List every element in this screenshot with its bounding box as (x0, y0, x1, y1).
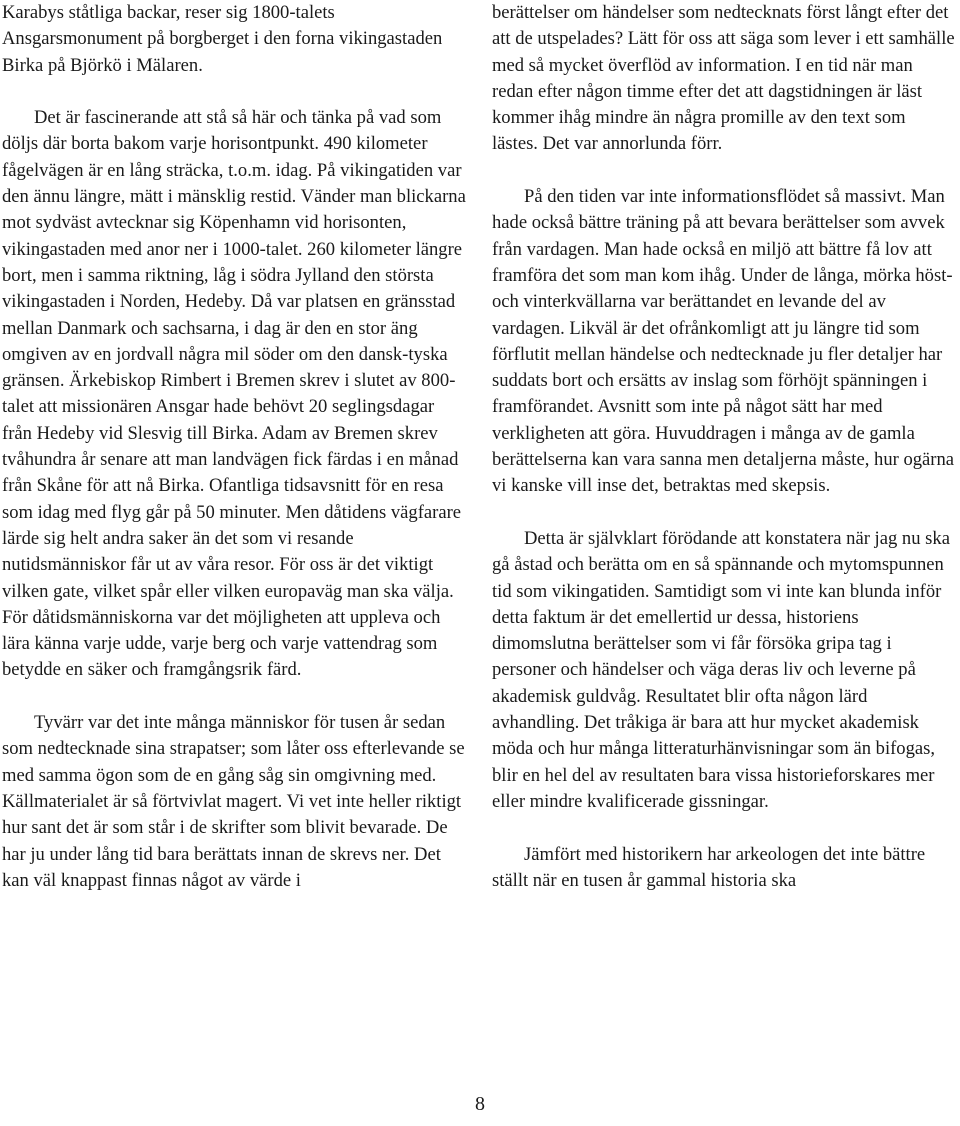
right-paragraph-1: berättelser om händelser som nedtecknats först långt efter det att de utspelades? Lätt för oss att säga som lever i ett samhälle med så mycket överflöd av information. I en tid när man redan efter någon timme efter det att dagstidningen är läst kommer ihåg mindre än några promille av den text som lästes. Det var annorlunda förr. (492, 2, 955, 155)
left-column (2, 0, 466, 894)
right-paragraph-4: Jämfört med historikern har arkeologen det inte bättre ställt när en tusen år gammal historia ska (492, 843, 926, 891)
left-paragraph-3: Tyvärr var det inte många människor för tusen år sedan som nedtecknade sina strapatser; som låter oss efterlevande se med samma ögon som de en gång såg sin omgivning med. Källmaterialet är så förtvivlat magert. Vi vet inte heller riktigt hur sant det är som står i de skrifter som blivit bevarade. De har ju under lång tid bara berättats innan de skrevs ner. Det kan väl knappast finnas något av värde i (2, 712, 465, 891)
right-paragraph-2: På den tiden var inte informationsflödet så massivt. Man hade också bättre träning på att bevara berättelser som avvek från vardagen. Man hade också en miljö att bättre få lov att framföra det som man kom ihåg. Under de långa, mörka höst- och vinterkvällarna var berättandet en levande del av vardagen. Likväl är det ofrånkomligt att ju längre tid som förflutit mellan händelse och nedtecknade ju fler detaljer har suddats bort och ersätts av inslag som förhöjt spänningen i framförandet. Avsnitt som inte på något sätt har med verkligheten att göra. Huvuddragen i många av de gamla berättelserna kan vara sanna men detaljerna måste, hur ogärna vi kanske vill inse det, betraktas med skepsis. (492, 186, 955, 497)
left-paragraph-1: Karabys ståtliga backar, reser sig 1800-talets Ansgarsmonument på borgberget i den forna vikingastaden Birka på Björkö i Mälaren. (2, 2, 443, 76)
right-column (492, 0, 956, 894)
page-number: 8 (475, 1093, 485, 1115)
right-paragraph-3: Detta är självklart förödande att konstatera när jag nu ska gå åstad och berätta om en så spännande och mytomspunnen tid som vikingatiden. Samtidigt som vi inte kan blunda inför detta faktum är det emellertid ur dessa, historiens dimomslutna berättelser som vi får försöka gripa tag i personer och händelser och väga deras liv och leverne på akademisk guldvåg. Resultatet blir ofta någon lärd avhandling. Det tråkiga är bara att hur mycket akademisk möda och hur många litteraturhänvisningar som än bifogas, blir en hel del av resultaten bara vissa historieforskares mer eller mindre kvalificerade gissningar. (492, 527, 950, 812)
left-paragraph-2: Det är fascinerande att stå så här och tänka på vad som döljs där borta bakom varje horisontpunkt. 490 kilometer fågelvägen är en lång sträcka, t.o.m. idag. På vikingatiden var den ännu längre, mätt i mänsklig restid. Vänder man blickarna mot sydväst avtecknar sig Köpenhamn vid horisonten, vikingastaden med anor ner i 1000-talet. 260 kilometer längre bort, men i samma riktning, låg i södra Jylland den största vikingastaden i Norden, Hedeby. Då var platsen en gränsstad mellan Danmark och sachsarna, i dag är den en stor äng omgiven av en jordvall några mil söder om den dansk-tyska gränsen. Ärkebiskop Rimbert i Bremen skrev i slutet av 800-talet att missionären Ansgar hade behövt 20 seglingsdagar från Hedeby vid Slesvig till Birka. Adam av Bremen skrev tvåhundra år senare att man landvägen fick färdas i en månad från Skåne för att nå Birka. Ofantliga tidsavsnitt för en resa som idag med flyg går på 50 minuter. Men dåtidens vägfarare lärde sig helt andra saker än det som vi resande nutidsmänniskor får ut av våra resor. För oss är det viktigt vilken gate, vilket spår eller vilken europaväg man ska välja. För dåtidsmänniskorna var det möjligheten att uppleva och lära känna varje udde, varje berg och varje vattendrag som betydde en säker och framgångsrik färd. (2, 107, 466, 681)
